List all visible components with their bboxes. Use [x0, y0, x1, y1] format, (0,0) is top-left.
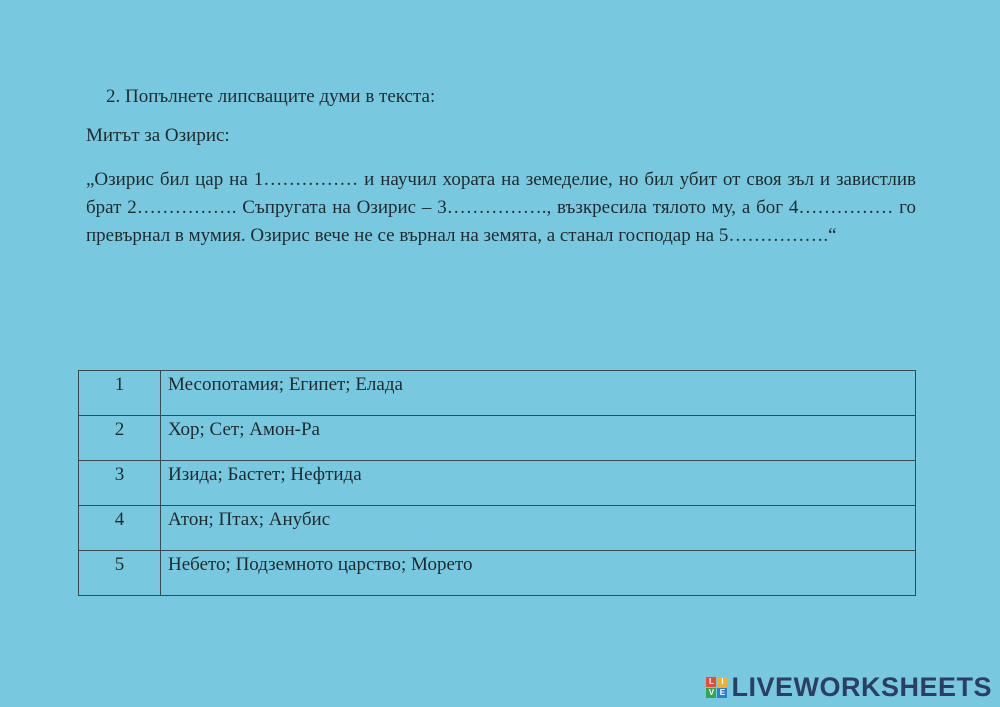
- row-choices: Небето; Подземното царство; Морето: [161, 551, 916, 596]
- table-row: [79, 551, 916, 596]
- table-row: [79, 371, 916, 416]
- row-number: 1: [79, 371, 161, 416]
- row-number: 4: [79, 506, 161, 551]
- logo-letter: E: [717, 688, 727, 698]
- logo-letter: V: [706, 688, 716, 698]
- brand-logo: [706, 672, 992, 703]
- row-choices: Атон; Птах; Анубис: [161, 506, 916, 551]
- row-number: 5: [79, 551, 161, 596]
- table-row: [79, 416, 916, 461]
- logo-letter: I: [717, 677, 727, 687]
- myth-title: Митът за Озирис:: [86, 125, 230, 146]
- row-choices: Месопотамия; Египет; Елада: [161, 371, 916, 416]
- row-choices: Хор; Сет; Амон-Ра: [161, 416, 916, 461]
- passage-text: „Озирис бил цар на 1…………… и научил хората на земеделие, но бил убит от своя зъл и завистлив брат 2……………. Съпругата на Озирис – 3……………., възкресила тялото му, а бог 4…………… го превърнал в мумия. Озирис вече не се върнал на земята, а станал господар на 5…………….“: [86, 169, 916, 246]
- brand-name: LIVEWORKSHEETS: [731, 672, 992, 702]
- row-number: 3: [79, 461, 161, 506]
- liveworksheets-logo-icon: [706, 677, 727, 698]
- options-table: [78, 370, 916, 596]
- table-row: [79, 461, 916, 506]
- row-number: 2: [79, 416, 161, 461]
- table-row: [79, 506, 916, 551]
- task-instruction: 2. Попълнете липсващите думи в текста:: [106, 86, 436, 107]
- row-choices: Изида; Бастет; Нефтида: [161, 461, 916, 506]
- logo-letter: L: [706, 677, 716, 687]
